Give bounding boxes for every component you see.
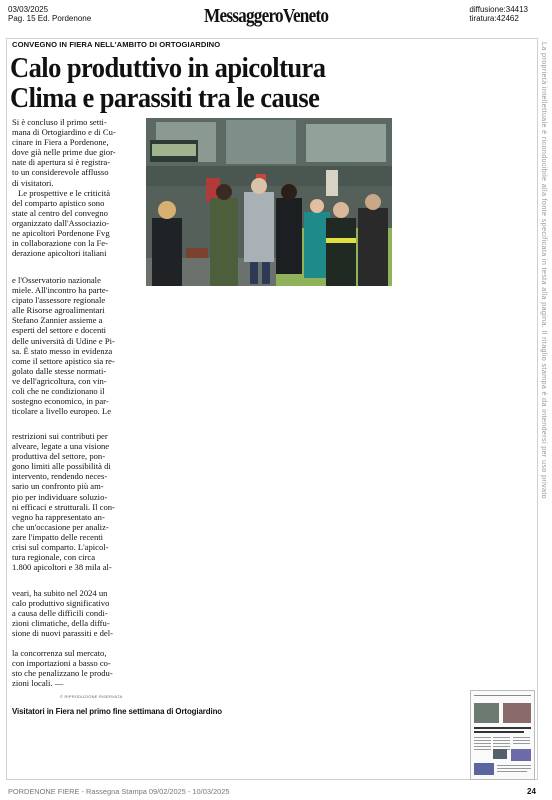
text-line: mana di Ortogiardino e di Cu- — [12, 127, 116, 138]
text-line: tura regionale, con circa — [12, 552, 96, 563]
text-line: to un considerevole afflusso — [12, 167, 109, 178]
text-line: ne apicoltori Pordenone Fvg — [12, 228, 110, 239]
text-line: con importazioni a basso co- — [12, 658, 111, 669]
text-line: che un'occasione per analiz- — [12, 521, 109, 532]
headline-line-1: Calo produttivo in apicoltura — [10, 53, 326, 84]
rights-notice: La proprietà intellettuale è riconducibile alla fonte specificata in testa alla pagina. Il ritaglio stampa è da intendersi per uso privato — [540, 42, 549, 500]
text-line: restrizioni sui contributi per — [12, 431, 108, 441]
text-line: golato dalle stesse normati- — [12, 365, 107, 376]
text-line: Stefano Zannier assieme a — [12, 315, 103, 326]
text-line: dove già nelle prime due gior- — [12, 147, 116, 158]
page-number: 24 — [527, 787, 536, 796]
text-line: miele. All'incontro ha parte- — [12, 285, 109, 296]
text-line: alle Risorse agroalimentari — [12, 305, 105, 316]
text-line: alveare, legate a una visione — [12, 441, 110, 452]
article-headline — [10, 54, 325, 114]
text-line: derazione apicoltori italiani — [12, 248, 107, 259]
header-right — [469, 5, 528, 23]
text-line: esperti del settore e docenti — [12, 325, 107, 336]
body-col-1 — [12, 117, 131, 258]
text-line: in collaborazione con la Fe- — [12, 238, 108, 249]
article-kicker: CONVEGNO IN FIERA NELL'AMBITO DI ORTOGIARDINO — [12, 40, 221, 49]
header-left — [8, 5, 91, 23]
text-line: zioni climatiche, della diffu- — [12, 618, 110, 629]
body-col-2 — [12, 275, 131, 416]
text-line: delle università di Udine e Pi- — [12, 335, 115, 346]
body-col-3 — [12, 431, 131, 572]
text-line: nate di apertura si è registra- — [12, 157, 111, 168]
text-line: sario un confronto più am- — [12, 481, 104, 492]
text-line: sa. È stato messo in evidenza — [12, 345, 113, 356]
text-line: pio per individuare soluzio- — [12, 491, 108, 502]
body-col-5 — [12, 648, 131, 688]
text-line: veari, ha subito nel 2024 un — [12, 588, 108, 598]
footer-source: PORDENONE FIERE - Rassegna Stampa 09/02/2025 - 10/03/2025 — [8, 787, 230, 796]
text-line: del comparto apistico sono — [12, 197, 105, 208]
text-line: e l'Osservatorio nazionale — [12, 275, 101, 285]
page-thumbnail — [470, 690, 535, 780]
body-col-4 — [12, 588, 131, 638]
text-line: sione di nuovi parassiti e del- — [12, 628, 113, 639]
issue-date: 03/03/2025 — [8, 5, 49, 14]
print-run: tiratura:42462 — [469, 14, 519, 23]
text-line: 1.800 apicoltori e 38 mila al- — [12, 562, 112, 573]
headline-line-2: Clima e parassiti tra le cause — [10, 83, 320, 114]
text-line: produttiva del settore, pon- — [12, 451, 106, 462]
text-line: crisi sul comparto. L'apicol- — [12, 542, 109, 553]
publication-logo: MessaggeroVeneto — [204, 5, 329, 27]
copyright-notice: © RIPRODUZIONE RISERVATA — [60, 694, 123, 699]
text-line: coli che ne condizionano il — [12, 386, 105, 397]
text-line: ni efficaci e strutturali. Il con- — [12, 501, 115, 512]
text-line: sto che penalizzano le produ- — [12, 668, 113, 679]
text-line: la concorrenza sul mercato, — [12, 648, 107, 658]
text-line: zioni locali. — — [12, 678, 64, 689]
text-line: cinare in Fiera a Pordenone, — [12, 137, 109, 148]
text-line: sostegno economico, in par- — [12, 396, 109, 407]
photo-caption: Visitatori in Fiera nel primo fine settimana di Ortogiardino — [12, 707, 223, 716]
text-line: ve dell'agricoltura, con vin- — [12, 375, 107, 386]
page-edition: Pag. 15 Ed. Pordenone — [8, 14, 92, 23]
text-line: Si è concluso il primo setti- — [12, 117, 107, 127]
text-line: cipato l'assessore regionale — [12, 295, 106, 306]
text-line: intervento, rendendo neces- — [12, 471, 108, 482]
text-line: state al centro del convegno — [12, 207, 108, 218]
text-line: zare l'impatto delle recenti — [12, 531, 104, 542]
text-line: a causa delle difficili condi- — [12, 608, 108, 619]
text-line: Le prospettive e le criticità — [18, 187, 111, 198]
text-line: di visitatori. — [12, 177, 54, 188]
text-line: organizzato dall'Associazio- — [12, 217, 110, 228]
fair-visitors-photo — [146, 118, 392, 286]
text-line: vegno ha rappresentato an- — [12, 511, 105, 522]
text-line: come il settore apistico sia re- — [12, 355, 115, 366]
text-line: gono limiti alle possibilità di — [12, 461, 111, 472]
text-line: calo produttivo significativo — [12, 598, 110, 609]
circulation: diffusione:34413 — [469, 5, 528, 14]
text-line: ticolare a livello europeo. Le — [12, 406, 112, 417]
